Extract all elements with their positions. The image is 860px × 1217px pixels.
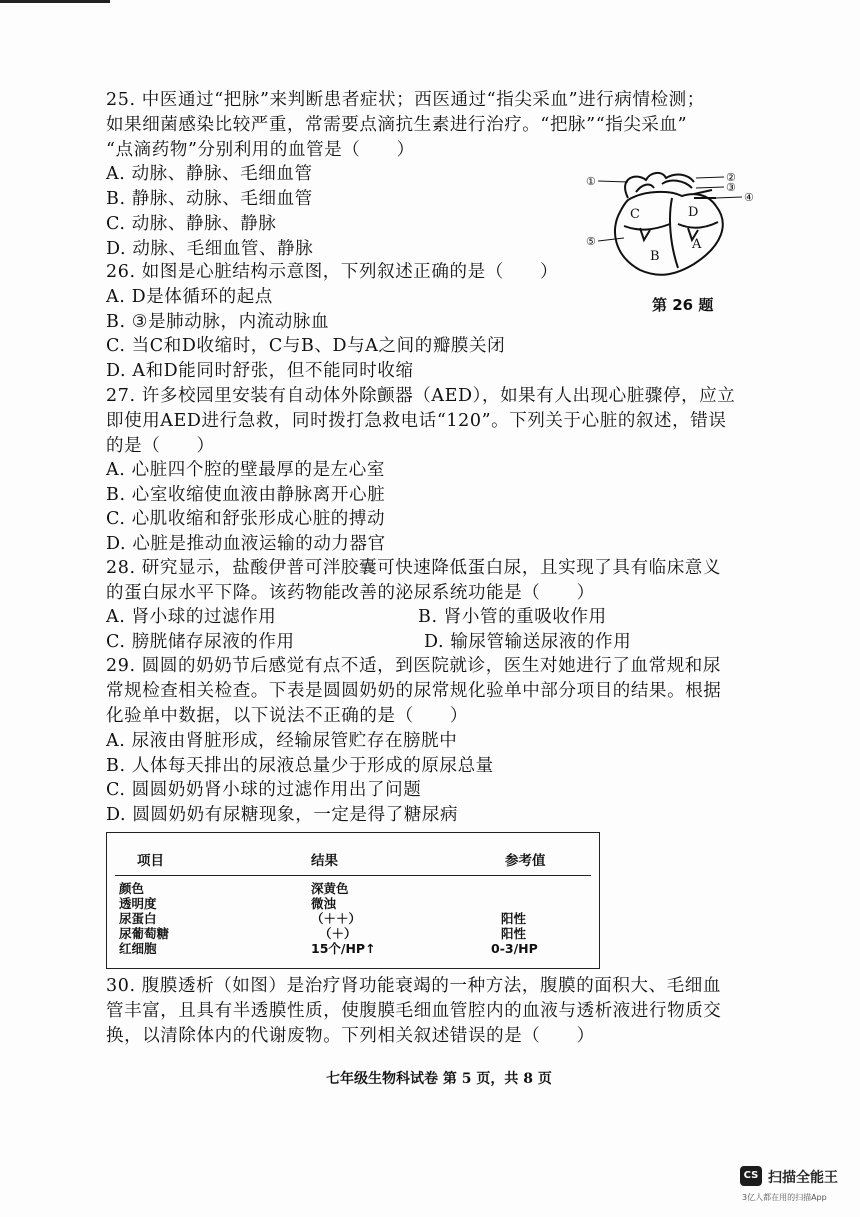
- fig-label-1: ①: [586, 175, 596, 188]
- q27-line-1: 27. 许多校园里安装有自动体外除颤器（AED），如果有人出现心脏骤停，应立: [106, 386, 736, 406]
- table-cell: 微浊: [311, 896, 337, 911]
- q25-line-1: 25. 中医通过“把脉”来判断患者症状；西医通过“指尖采血”进行病情检测；: [106, 90, 705, 110]
- camscanner-logo-icon: CS: [740, 1166, 762, 1186]
- q27-option-d: D. 心脏是推动血液运输的动力器官: [106, 534, 386, 554]
- fig-label-4: ④: [744, 191, 754, 204]
- q28-line-1: 28. 研究显示，盐酸伊普可泮胶囊可快速降低蛋白尿，且实现了具有临床意义: [106, 558, 721, 578]
- top-edge-line: [0, 0, 110, 3]
- table-cell: 红细胞: [119, 941, 157, 956]
- page-footer: 七年级生物科试卷 第 5 页，共 8 页: [326, 1071, 552, 1087]
- table-header-result: 结果: [311, 853, 338, 869]
- table-cell: 阳性: [501, 911, 527, 926]
- q29-option-d: D. 圆圆奶奶有尿糖现象，一定是得了糖尿病: [106, 805, 459, 825]
- table-cell: （＋＋）: [311, 911, 362, 926]
- camscanner-tagline: 3亿人都在用的扫描App: [742, 1193, 827, 1202]
- fig-chamber-b: B: [650, 249, 660, 264]
- q26-stem: 26. 如图是心脏结构示意图，下列叙述正确的是（ ）: [106, 262, 559, 282]
- fig-label-5: ⑤: [586, 235, 596, 248]
- q28-line-2: 的蛋白尿水平下降。该药物能改善的泌尿系统功能是（ ）: [106, 583, 595, 603]
- table-cell: 尿蛋白: [119, 911, 157, 926]
- table-cell: 0-3/HP: [491, 941, 538, 956]
- q28-option-d: D. 输尿管输送尿液的作用: [424, 632, 632, 652]
- camscanner-name: 扫描全能王: [768, 1170, 838, 1186]
- q29-option-b: B. 人体每天排出的尿液总量少于形成的原尿总量: [106, 756, 494, 776]
- q28-option-c: C. 膀胱储存尿液的作用: [106, 632, 295, 652]
- q29-option-a: A. 尿液由肾脏形成，经输尿管贮存在膀胱中: [106, 731, 458, 751]
- q30-line-2: 管丰富，且具有半透膜性质，使腹膜毛细血管腔内的血液与透析液进行物质交: [106, 1001, 722, 1021]
- table-cell: 深黄色: [311, 881, 349, 896]
- q27-line-2: 即使用AED进行急救，同时拨打急救电话“120”。下列关于心脏的叙述，错误: [106, 411, 727, 431]
- table-header-reference: 参考值: [505, 853, 546, 869]
- table-header-rule: [115, 875, 591, 876]
- urine-test-table: [106, 832, 600, 969]
- table-cell: （＋）: [319, 926, 357, 941]
- q30-line-1: 30. 腹膜透析（如图）是治疗肾功能衰竭的一种方法，腹膜的面积大、毛细血: [106, 976, 721, 996]
- q27-option-a: A. 心脏四个腔的壁最厚的是左心室: [106, 460, 385, 480]
- table-header-item: 项目: [137, 853, 164, 869]
- q29-line-3: 化验单中数据，以下说法不正确的是（ ）: [106, 706, 468, 726]
- fig-chamber-c: C: [630, 207, 640, 222]
- q25-option-b: B. 静脉、动脉、毛细血管: [106, 189, 313, 209]
- q26-option-a: A. D是体循环的起点: [106, 287, 273, 307]
- fig-chamber-d: D: [688, 205, 699, 220]
- q28-option-b: B. 肾小管的重吸收作用: [418, 607, 607, 627]
- q25-option-d: D. 动脉、毛细血管、静脉: [106, 239, 314, 259]
- q29-line-2: 常规检查相关检查。下表是圆圆奶奶的尿常规化验单中部分项目的结果。根据: [106, 681, 722, 701]
- table-cell: 尿葡萄糖: [119, 926, 170, 941]
- q29-line-1: 29. 圆圆的奶奶节后感觉有点不适，到医院就诊，医生对她进行了血常规和尿: [106, 656, 721, 676]
- q25-option-a: A. 动脉、静脉、毛细血管: [106, 164, 313, 184]
- q27-option-c: C. 心肌收缩和舒张形成心脏的搏动: [106, 509, 386, 529]
- table-cell: 颜色: [119, 881, 145, 896]
- q25-line-2: 如果细菌感染比较严重，常需要点滴抗生素进行治疗。“把脉”“指尖采血”: [106, 115, 688, 135]
- table-cell: 15个/HP↑: [311, 941, 376, 956]
- heart-diagram: [584, 168, 760, 280]
- fig-label-3: ③: [726, 181, 736, 194]
- q26-option-b: B. ③是肺动脉，内流动脉血: [106, 312, 330, 332]
- q29-option-c: C. 圆圆奶奶肾小球的过滤作用出了问题: [106, 780, 422, 800]
- fig-chamber-a: A: [692, 237, 702, 252]
- fig-label-2: ②: [726, 171, 736, 184]
- q30-line-3: 换，以清除体内的代谢废物。下列相关叙述错误的是（ ）: [106, 1026, 595, 1046]
- table-cell: 透明度: [119, 896, 157, 911]
- figure-26-caption: 第 26 题: [652, 296, 714, 314]
- table-cell: 阳性: [501, 926, 527, 941]
- q27-option-b: B. 心室收缩使血液由静脉离开心脏: [106, 485, 386, 505]
- q25-line-3: “点滴药物”分别利用的血管是（ ）: [106, 140, 415, 160]
- q26-option-d: D. A和D能同时舒张，但不能同时收缩: [106, 361, 414, 381]
- q28-option-a: A. 肾小球的过滤作用: [106, 607, 277, 627]
- q27-line-3: 的是（ ）: [106, 436, 215, 456]
- q25-option-c: C. 动脉、静脉、静脉: [106, 214, 277, 234]
- q26-option-c: C. 当C和D收缩时，C与B、D与A之间的瓣膜关闭: [106, 336, 506, 356]
